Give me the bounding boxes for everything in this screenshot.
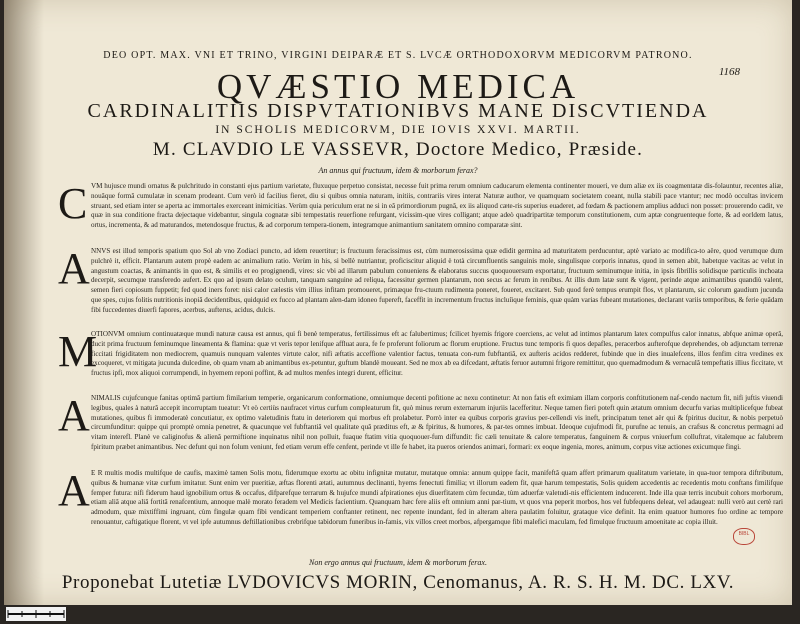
drop-cap-initial: C [58, 179, 88, 228]
imprint-line: Proponebat Lutetiæ LVDOVICVS MORIN, Cenomanus, A. R. S. H. M. DC. LXV. [61, 572, 735, 593]
praeses-line: M. CLAVDIO LE VASSEVR, Doctore Medico, Præside. [152, 139, 644, 160]
drop-cap-initial: A [58, 244, 90, 293]
page-subtitle: CARDINALITIIS DISPVTATIONIBVS MANE DISCVTIENDA [87, 100, 709, 122]
conclusion-line: Non ergo annus qui fructuum, idem & morborum ferax. [309, 558, 487, 567]
paragraph-text: NIMALIS cujufcunque fanitas optimâ partium fimilarium temperie, organicarum conformatione, omniumque decenti pofitione ac nexu continetur: At non fatis eft eximiam illam corporis conftitutionem naf-cendo nactum fit, nifi juftis viuendi legibus, quales à naturâ accepit incorruptam tueatur: Vt eò certiùs naufracet virtus curfum compleaturum fit, quò minus rerum externarum injuriis lacefferitur. Neque tamen fieri poteft quin ætatum omnium decurfu varias multiplicefque fubeat mutationes, quibus fi immoderatè concutiatur, ex optimo valetudinis ftatu in deteriorem qui morbus eft prolabetur. Porrò inter ea quibus corporis gravius per-cellendi vis ineft, principatum tenet aër qui & fpiritus ducitur, & nobis perpetuò circumfunditur: quippe qui promptè omnia penetret, & quacunque vel fubftantiâ vel qualitate quâ præditus eft, æ & fpiritus, & humores, & par-tes omnes imbuat. Ideoque cujufmodi fit, purufne ac tenuis, an crafsus & concretus permagni ad vitam interefl. Planè ve caliginofus & alienâ permiftione inquinatus nihil non polluit, fuaque ftatim vitia quoquouer-fum diffundit: fic cæli tenuitate & calore temperatus, fanguinem & corpus vniuerfum colluftrat, vitalemque ac falubrem fpiritum præbet animantibus. Nec defunt qui non folum veniunt, fed etiam verum effe cenfent, perinde vt ille fe habet, ita pueros oriendos animari, formari: ex eoque ingenia, mores, animum, corpus vitæ actiones exicumque fingi. [91, 394, 783, 451]
measurement-scale-bar [6, 607, 66, 621]
thesis-page [4, 0, 792, 605]
dedication-line: DEO OPT. MAX. VNI ET TRINO, VIRGINI DEIPARÆ ET S. LVCÆ ORTHODOXORVM MEDICORVM PATRONO. [103, 50, 693, 61]
paragraph-text: VM hujusce mundi ornatus & pulchritudo in constanti ejus partium varietate, fluxuque perpetuo consistat, necesse fuit prima rerum omnium caducarum elementa continenter moueri, ve dum aliæ ex iis coagmentatæ dis-folauntur, recentes aliæ, nouâque formâ cumulatæ in scenam prodeant. Cum verò id facilius fieret, diu si quibus omnia naturam, initiis, contrariis vires interat Naturæ author, ve quamquam societatem coeant, nulla stabili pace vtantur; nec modò occultas invicem struant, sed etiam inter se aperta ac immortales exerceant inimicitias. Verùm quia periculum erat ne si in eâ primordiorum pugnâ, ex iis aliquod cæte-ris superius euaderet, ad fœdam & pactionem amplius adduci non posset: prouerendo cadit, ve quæ in sua conditione fracta dejectaque videbantur, singula cognatæ sibi tempestatis reuerfione refurgant, vicissim-que vires colligant; atque adeò quadripartitæ temporum constitutionem, cum aptæ congruenteque forte, & ad eorldem latus, ortus, incrementa, & ad maturandos, metendosque fructus, & ad corporum tempera-tionem, integramque animantium sanitatem omnino comparatæ sint. [91, 182, 783, 230]
page-title: QVÆSTIO MEDICA [216, 67, 580, 106]
library-stamp: BIBL [733, 528, 755, 545]
drop-cap-initial: M [58, 327, 98, 376]
folio-number: 1168 [718, 66, 740, 78]
question-epigraph: An annus qui fructuum, idem & morborum ferax? [318, 166, 478, 175]
drop-cap-initial: A [58, 466, 90, 515]
drop-cap-initial: A [58, 391, 90, 440]
paragraph-text: OTIONVM omnium continuatæque mundi naturæ causa est annus, qui fi benè temperatus, fertilissimus eft ac falubertimus; fcilicet hyemis frigore coerciens, ac velut ad intimos plantarum latex compulfus calor innatus, abfque animæ operâ, ducit prima fructuum feminumque lineamenta & flamina: quæ vt veris tepor lenifque affluat aura, fe fe proferunt foliorum ac florum eruptione. Fructus tunc temporis fi quos depafles, peracerbos aufterofque deprehendes, ob adjunctam terrenæ ficcitati frigiditatem non mediocrem, quamuis nunquam valentes virtute calor, nifi æftatis acceffione valentior factus, tenuata con-rum fubftantiâ, ex aufteris acidos redderet, fubinde que in dies inualefcens, illos fenfim citra vredines ex excoqueret, vt mitigata jucunda dulcedine, ob quam vnam ab animantibus ex-petuntur, guftum blandè moueant. Sed ne mox ab ea difcedant, æftatis feruor autumni frigore remittitur, quo quemadmodum & vernaculâ tempeftatis illius ficcitate, vt fructus ipfi, mox aliquoi corrumpendi, in hyemem reponi poffint, & ad multos menfes integri durent, efficitur. [91, 330, 783, 378]
schools-date-line: IN SCHOLIS MEDICORVM, DIE IOVIS XXVI. MARTII. [215, 124, 581, 136]
paragraph-text: E R multis modis multifque de caufis, maximè tamen Solis motu, fiderumque exortu ac obitu infignitæ mutatur, mutatque omnia: annum quippe facit, manifeftâ quam affert primarum qualitatum varietate, in qua-tuor tempora diftributum, quibus & humanæ vitæ curfum imitatur. Sunt enim ver pueritiæ, æftas florenti ætati, autumnus declinanti, hyems fenectuti fimilia; vt illorum eadem fit, quæ harum tempestatis, Solis quidem accedentis ac recedentis motu conftans fimilifque femper futura: nifi fiderum haud ignobilium ortus & occafus, difparefque terrarum & hujufce mundi afpirationes ejus diuerfitatem cùm fecundæ, tùm aduerfæ valetudi-nis efficientem inducerent. Inde illa quæ terris incubuit cohors morborum, etiam aliâ atque aliâ fortitâ renafcentium, annoque malè morato feradem vel Medicis facientium. Quanquam hæc fere aliis eft omnium anni par-tium, vt quos vna peperit morbos, hos vel fubfequens deleat, vel adaugeat: nulli verò aut certè rari admodum, quæ mixtiffimi ingruant, cùm fingulæ quam fibi vendicant temperiem conftanter retinent, nec repente inundant, fed in alteram altera paulatim foluitur, grataque vice definit. Ita enim quatuor humores fuo ordine ac tempore renouantur, caftigatique florent, vt vel ipfe autumnus deftillationibus crebrifque tabidorum funeribus in-famis, vix villos creet morbos, afpergamque fibi malefici maculam, fed fimulque fructuum amoenitate ac copia illuit. [91, 469, 783, 526]
paragraph-text: NNVS est illud temporis spatium quo Sol ab vno Zodiaci puncto, ad idem reuertitur; is fructuum feracissimus est, cùm numerosissima quæ edidit germina ad maturitatem perducuntur, aptè variato ac modifica-to aëre, quod verumque dum pulchrè it, efficit. Plantarum autem propè eadem ac animalium ratio. Verùm in his, si bellè nutriantur, proficiscitur aliquid è totà circumfluentis sanguinis mole, singulisque corporis innatus, quod in semen abit, habetque vacitas ac velut in angustum coactas, & animantis in quo est, & similis et eo progignendi, vires: sic vbi ad illarum pabulum conueniens & elaboratus succus quoquouersum exportatur, fructuum seminumque initia, in ipsis fibrillis solidisque particulis inchoata decerpit, secumque transferedo aufert. Ex quo ad ipsum delato oculum, tanquam sanguine ad reliqua, facessitur germen plantarum, non secus ac ferum in renibus. At illis dum latæ sunt & vigent, perinde atque animantibus quandiù valent, semen fieri copiosum fuppetit; fed quod iners foret: nisi calor cælestis vim illius infitam promoueret, primæque fru-ctuum rudimenta poneret, foueret, excitaret. Sub quod ferè tempus erumpit flos, vt plantarum, sic colorum gaudium jucunda que spes, cujus folitis nutritionis inopiâ decidentibus, quidquid ex fucco ad plantam alen-dam idoneo fupereft, faceffit in incrementum fructus incluíìque feminis, quæ quàm varias fubeant mutationes, declarant variis temporibus, & ferie quâdam fibi fuccedentes diuerfi fapores, acerbus, aufterus, acidus, dulcis. [91, 247, 783, 314]
